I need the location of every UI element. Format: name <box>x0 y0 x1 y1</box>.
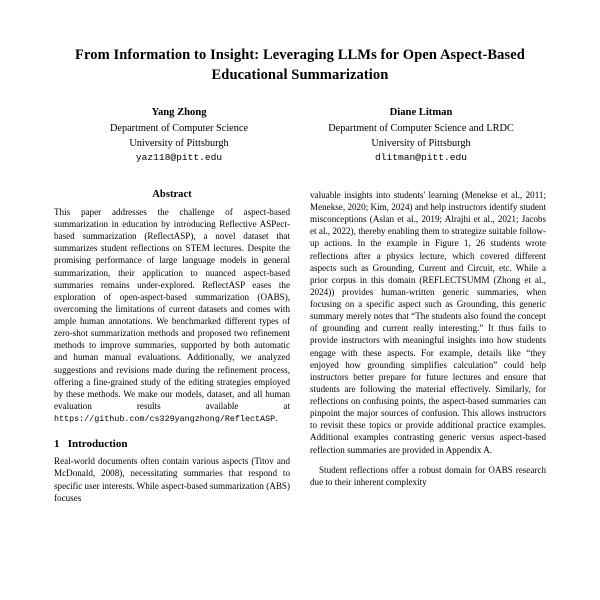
author-affiliation-line1: Department of Computer Science and LRDC <box>328 123 514 135</box>
right-paragraph-1: valuable insights into students' learning (Menekse et al., 2011; Menekse, 2020; Kim, 2024) and help instructors identify student misconceptions (Aslan et al., 2019; Alrajhi et al., 2021; Jacobs et al., 2022), thereby enabling them to strategize suitable follow-up actions. In the example in Figure 1, 26 students wrote reflections after a physics lecture, which covered different aspects such as Grounding, Current and Circuit, etc. While a prior corpus in this domain (REFLECTSUMM (Zhong et al., 2024)) provides human-written generic summaries, when focusing on a specific aspect such as Grounding, this generic summary merely notes that “The students also found the concept of grounding and current really interesting.” It thus fails to provide instructors with meaningful insights into how students engage with these aspects. For example, details like “they enjoyed how grounding simplifies calculation” could help instructors better prepare for future lectures and ensure that students are following the material effectively. Similarly, for reflections on confusing points, the aspect-based summaries can pinpoint the major sources of confusion. This allows instructors to revisit these topics or provide additional practice examples. Additional examples contrasting generic versus aspect-based reflection summaries are provided in Appendix A. <box>310 189 546 455</box>
author-affiliation-line2: University of Pittsburgh <box>129 137 229 149</box>
page-title: From Information to Insight: Leveraging LLMs for Open Aspect-Based Educational Summarization <box>75 47 525 83</box>
author-entry <box>63 105 295 165</box>
intro-paragraph-1: Real-world documents often contain various aspects (Titov and McDonald, 2008), necessitating summaries that respond to specific user interests. While aspect-based summarization (ABS) focuses <box>54 456 290 503</box>
author-name: Diane Litman <box>389 107 453 119</box>
two-column-body <box>54 189 546 504</box>
section-number: 1 <box>54 438 60 451</box>
author-affiliation-line2: University of Pittsburgh <box>371 137 471 149</box>
section-heading-introduction <box>54 438 290 450</box>
abstract-text <box>54 206 290 425</box>
abstract-heading: Abstract <box>152 188 192 200</box>
abstract-link[interactable]: https://github.com/cs329yangzhong/ReflectASP <box>54 414 276 425</box>
author-block <box>54 105 546 165</box>
author-name: Yang Zhong <box>151 107 207 119</box>
right-column <box>310 189 546 504</box>
paragraph-gap <box>310 456 546 464</box>
author-email: yaz118@pitt.edu <box>135 152 223 164</box>
author-affiliation-line1: Department of Computer Science <box>109 123 249 135</box>
author-email: dlitman@pitt.edu <box>374 152 468 164</box>
section-title: Introduction <box>67 438 128 451</box>
abstract-text-part1: This paper addresses the challenge of aspect-based summarization in education by introducing Reflective ASPect-based summarization (ReflectASP), a novel dataset that summarizes student reflections on STEM lectures. Despite the promising performance of large language models in general summarization, their application to nuanced aspect-based summaries remains under-explored. ReflectASP eases the exploration of open-aspect-based summarization (OABS), overcoming the limitations of current datasets and comes with ample human annotations. We benchmarked different types of zero-shot summarization methods and proposed two refinement methods to improve summaries, supported by both automatic and human manual evaluations. Additionally, we analyzed suggestions and revisions made during the refinement process, offering a fine-grained study of the editing strategies employed by these methods. We make our models, dataset, and all human evaluation results available at <box>54 206 290 411</box>
right-paragraph-2: Student reflections offer a robust domain for OABS research due to their inherent complexity <box>310 464 546 487</box>
abstract-text-part2: . <box>275 413 278 424</box>
left-column <box>54 189 290 504</box>
author-entry <box>305 105 537 165</box>
